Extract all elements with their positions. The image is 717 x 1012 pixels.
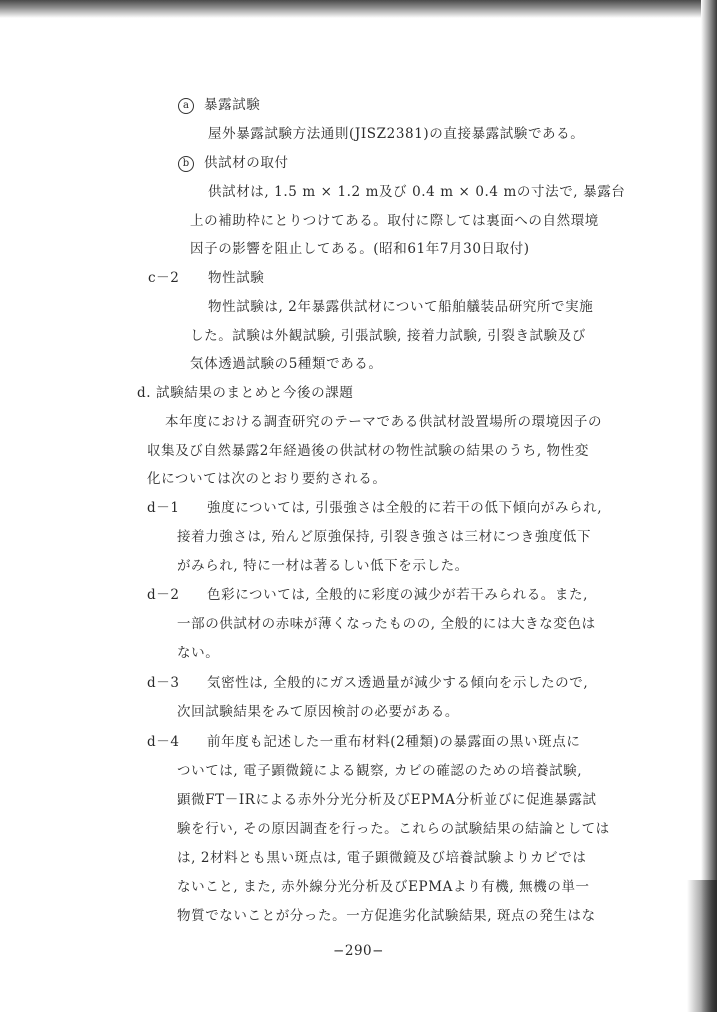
c2-label: c－2: [148, 270, 180, 286]
d4-line: 物質でないことが分った。一方促進劣化試験結果, 斑点の発生はな: [177, 908, 596, 924]
item-b-line: 因子の影響を阻止してある。(昭和61年7月30日取付): [190, 241, 530, 257]
c2-line: 物性試験は, 2年暴露供試材について船舶艤装品研究所で実施: [208, 299, 594, 315]
d3-line: 次回試験結果をみて原因検討の必要がある。: [177, 704, 459, 720]
d3-first-line: [147, 674, 588, 692]
circled-a-marker: a: [178, 98, 194, 114]
item-a-body: 屋外暴露試験方法通則(JISZ2381)の直接暴露試験である。: [208, 126, 585, 142]
d1-label: d－1: [147, 500, 180, 516]
d-intro-line: 本年度における調査研究のテーマである供試材設置場所の環境因子の: [165, 414, 603, 430]
c2-line: 気体透過試験の5種類である。: [190, 356, 383, 372]
d2-line: ない。: [177, 645, 220, 661]
d1-first-line: [147, 499, 602, 517]
d4-line: 験を行い, その原因調査を行った。これらの試験結果の結論としては: [177, 821, 610, 837]
d4-line: 顕微FT－IRによる赤外分光分析及びEPMA分析並びに促進暴露試: [177, 792, 597, 808]
d1-line: 接着力強さは, 殆んど原強保持, 引裂き強さは三材につき強度低下: [177, 529, 592, 545]
d2-text: 色彩については, 全般的に彩度の減少が若干みられる。また,: [207, 587, 589, 603]
c2-title: 物性試験: [208, 270, 265, 286]
item-b-line: 供試材は, 1.5 m × 1.2 m及び 0.4 m × 0.4 mの寸法で, 暴露台: [208, 184, 626, 200]
item-b-title: 供試材の取付: [204, 155, 289, 171]
item-a-title: 暴露試験: [204, 97, 261, 113]
d-intro-line: 収集及び自然暴露2年経過後の供試材の物性試験の結果のうち, 物性変: [147, 443, 589, 459]
d4-line: ないこと, また, 赤外線分光分析及びEPMAより有機, 無機の単一: [177, 879, 590, 895]
d2-label: d－2: [147, 587, 180, 603]
item-a-heading: [178, 96, 260, 114]
page-number: −290−: [333, 943, 384, 959]
d3-label: d－3: [147, 675, 180, 691]
d-heading: d. 試験結果のまとめと今後の課題: [137, 385, 354, 401]
d3-text: 気密性は, 全般的にガス透過量が減少する傾向を示したので,: [207, 675, 589, 691]
c2-line: した。試験は外観試験, 引張試験, 接着力試験, 引裂き試験及び: [190, 328, 586, 344]
d1-text: 強度については, 引張強さは全般的に若干の低下傾向がみられ,: [207, 500, 603, 516]
d2-line: 一部の供試材の赤味が薄くなったものの, 全般的には大きな変色は: [177, 616, 596, 632]
d-intro-line: 化については次のとおり要約される。: [147, 471, 387, 487]
item-b-heading: [178, 154, 289, 172]
d2-first-line: [147, 586, 588, 604]
d4-label: d－4: [147, 734, 180, 750]
d4-first-line: [147, 733, 580, 751]
d1-line: がみられ, 特に一材は著るしい低下を示した。: [177, 558, 469, 574]
circled-b-marker: b: [178, 156, 194, 172]
c2-heading: [148, 269, 264, 287]
scan-top-shadow: [0, 0, 717, 18]
d4-line: は, 2材料とも黒い斑点は, 電子顕微鏡及び培養試験よりカビでは: [177, 850, 587, 866]
d4-text: 前年度も記述した一重布材料(2種類)の暴露面の黒い斑点に: [207, 734, 581, 750]
scan-right-shadow: [701, 0, 717, 1012]
d4-line: ついては, 電子顕微鏡による観察, カビの確認のための培養試験,: [177, 763, 583, 779]
item-b-line: 上の補助枠にとりつけてある。取付に際しては裏面への自然環境: [190, 213, 599, 229]
